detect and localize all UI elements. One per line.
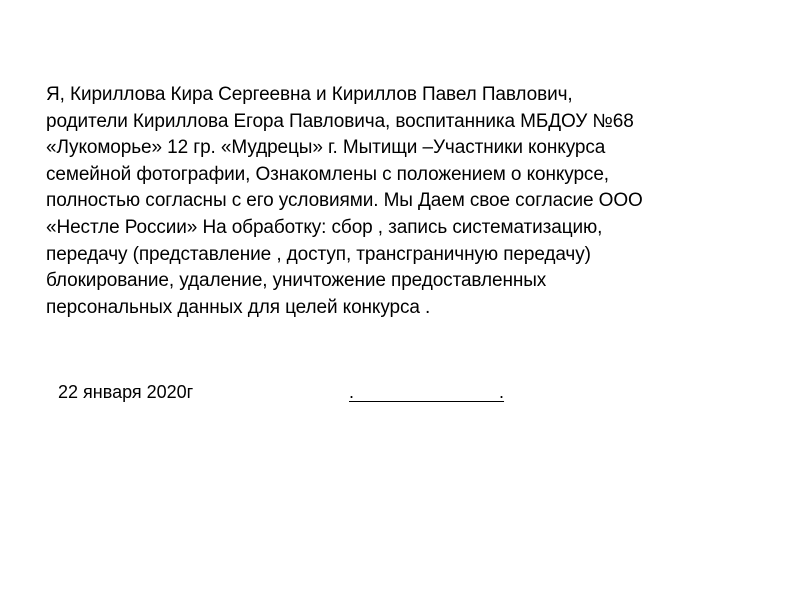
consent-text — [46, 82, 786, 321]
consent-text-line: персональных данных для целей конкурса . — [46, 296, 431, 318]
consent-text-line: блокирование, удаление, уничтожение предоставленных — [46, 270, 547, 292]
signature-line: . . — [349, 382, 505, 402]
consent-text-line: «Нестле России» На обработку: сбор , запись систематизацию, — [46, 216, 603, 238]
consent-text-line: передачу (представление , доступ, трансграничную передачу) — [46, 243, 591, 265]
consent-text-line: родители Кириллова Егора Павловича, воспитанника МБДОУ №68 — [46, 110, 634, 132]
document-date: 22 января 2020г — [58, 382, 194, 402]
consent-text-line: «Лукоморье» 12 гр. «Мудрецы» г. Мытищи –Участники конкурса — [46, 137, 606, 159]
consent-text-line: полностью согласны с его условиями. Мы Даем свое согласие ООО — [46, 190, 643, 212]
consent-text-line: Я, Кириллова Кира Сергеевна и Кириллов Павел Павлович, — [46, 84, 573, 105]
consent-text-line: семейной фотографии, Ознакомлены с положением о конкурсе, — [46, 163, 609, 185]
